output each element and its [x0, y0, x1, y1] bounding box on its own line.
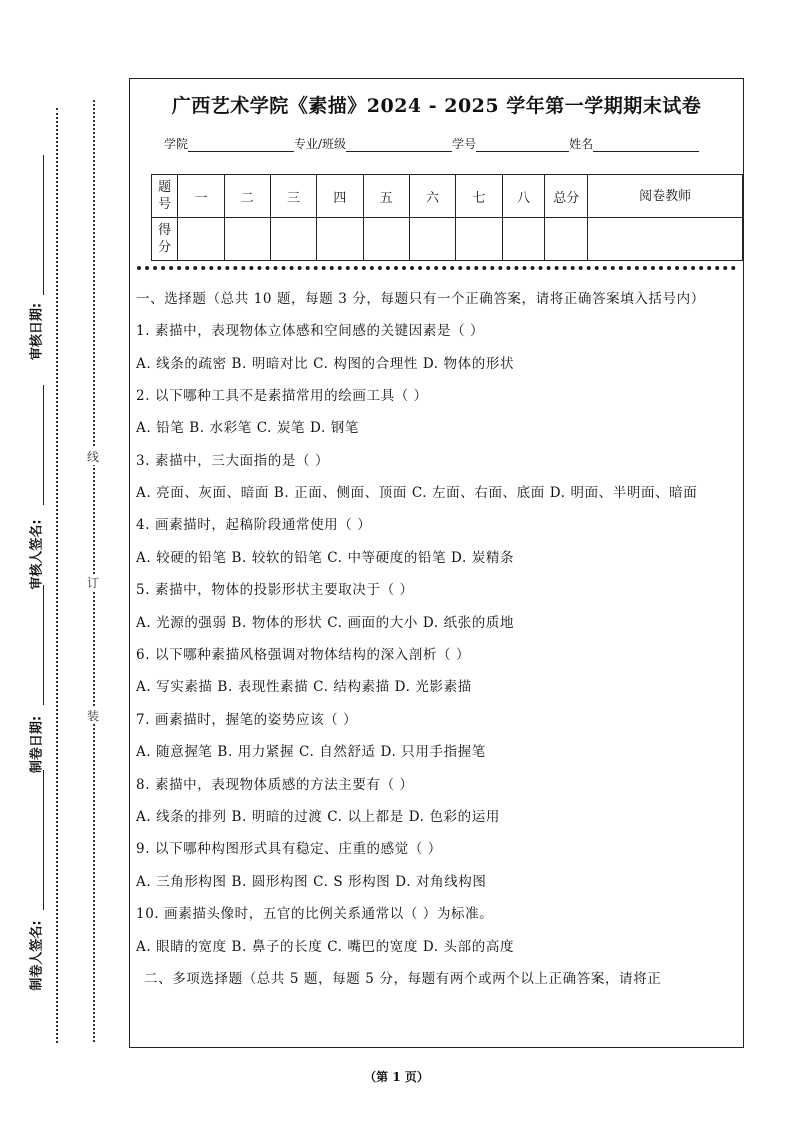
question-5: 5. 素描中，物体的投影形状主要取决于（ ） [136, 582, 414, 599]
header-cell: 三 [270, 175, 316, 218]
question-2-options: A. 铅笔 B. 水彩笔 C. 炭笔 D. 钢笔 [136, 420, 359, 437]
question-9-options: A. 三角形构图 B. 圆形构图 C. S 形构图 D. 对角线构图 [136, 873, 487, 890]
outer-dotted-line [56, 108, 58, 1043]
question-5-options: A. 光源的强弱 B. 物体的形状 C. 画面的大小 D. 纸张的质地 [136, 614, 515, 631]
question-7: 7. 画素描时，握笔的姿势应该（ ） [136, 711, 358, 728]
page-number: （第 1 页） [364, 1070, 429, 1084]
reviewer-signature-line [43, 385, 44, 505]
question-8-options: A. 线条的排列 B. 明暗的过渡 C. 以上都是 D. 色彩的运用 [136, 809, 500, 826]
exam-content [136, 289, 737, 1001]
header-cell-total: 总分 [545, 175, 588, 218]
info-major-class-label: 专业/班级 [294, 137, 347, 151]
header-cell: 八 [502, 175, 545, 218]
question-2: 2. 以下哪种工具不是素描常用的绘画工具（ ） [136, 387, 428, 404]
header-cell: 六 [409, 175, 455, 218]
bind-char-zhuang: 装 [87, 709, 100, 723]
exam-paper-frame [129, 78, 744, 1048]
score-label: 得分 [152, 218, 178, 261]
review-date-line [43, 155, 44, 295]
bind-char-xian: 线 [87, 450, 100, 464]
score-table-header-row [152, 175, 743, 218]
info-student-id-blank[interactable] [476, 137, 569, 152]
exam-title: 广西艺术学院《素描》2024 - 2025 学年第一学期期末试卷 [171, 95, 702, 117]
binding-dotted-line [93, 100, 95, 1042]
prepare-date-line [43, 585, 44, 705]
header-cell: 四 [317, 175, 363, 218]
question-3: 3. 素描中，三大面指的是（ ） [136, 452, 330, 469]
score-cell[interactable] [409, 218, 455, 261]
score-cell[interactable] [502, 218, 545, 261]
question-number-label: 题号 [152, 175, 178, 218]
question-1-options: A. 线条的疏密 B. 明暗对比 C. 构图的合理性 D. 物体的形状 [136, 355, 515, 372]
section1-heading: 一、选择题（总共 10 题，每题 3 分，每题只有一个正确答案，请将正确答案填入括号内） [136, 291, 705, 307]
bind-char-ding: 订 [87, 576, 100, 590]
info-name-blank[interactable] [593, 137, 699, 152]
score-cell[interactable] [224, 218, 270, 261]
question-6: 6. 以下哪种素描风格强调对物体结构的深入剖析（ ） [136, 646, 471, 663]
prepare-date-label: 制卷日期: [29, 715, 45, 774]
review-date-label: 审核日期: [29, 302, 45, 361]
question-4-options: A. 较硬的铅笔 B. 较软的铅笔 C. 中等硬度的铅笔 D. 炭精条 [136, 549, 515, 566]
score-cell[interactable] [178, 218, 224, 261]
score-cell-total[interactable] [545, 218, 588, 261]
question-6-options: A. 写实素描 B. 表现性素描 C. 结构素描 D. 光影素描 [136, 679, 472, 696]
score-table [151, 174, 743, 261]
question-7-options: A. 随意握笔 B. 用力紧握 C. 自然舒适 D. 只用手指握笔 [136, 744, 486, 761]
header-cell: 二 [224, 175, 270, 218]
score-cell[interactable] [317, 218, 363, 261]
preparer-signature-label: 制卷人签名: [29, 920, 45, 991]
question-10: 10. 画素描头像时，五官的比例关系通常以（ ）为标准。 [136, 906, 494, 923]
section2-heading: 二、多项选择题（总共 5 题，每题 5 分，每题有两个或两个以上正确答案，请将正 [144, 970, 662, 987]
question-4: 4. 画素描时，起稿阶段通常使用（ ） [136, 517, 372, 534]
info-name-label: 姓名 [569, 137, 594, 151]
info-college-label: 学院 [164, 137, 189, 151]
reviewer-signature-label: 审核人签名: [29, 519, 45, 590]
info-major-class-blank[interactable] [346, 137, 452, 152]
question-8: 8. 素描中，表现物体质感的方法主要有（ ） [136, 776, 414, 793]
header-cell: 一 [178, 175, 224, 218]
score-table-score-row [152, 218, 743, 261]
question-1: 1. 素描中，表现物体立体感和空间感的关键因素是（ ） [136, 323, 485, 339]
score-cell[interactable] [363, 218, 409, 261]
dotted-separator [137, 266, 736, 270]
question-9: 9. 以下哪种构图形式具有稳定、庄重的感觉（ ） [136, 841, 442, 858]
score-cell[interactable] [456, 218, 502, 261]
info-student-id-label: 学号 [452, 137, 477, 151]
question-3-options: A. 亮面、灰面、暗面 B. 正面、侧面、顶面 C. 左面、右面、底面 D. 明面、半明面、暗面 [136, 485, 698, 502]
header-cell: 五 [363, 175, 409, 218]
question-10-options: A. 眼睛的宽度 B. 鼻子的长度 C. 嘴巴的宽度 D. 头部的高度 [136, 938, 515, 955]
student-info-row [164, 135, 699, 152]
header-cell-grader: 阅卷教师 [588, 175, 743, 218]
score-cell[interactable] [270, 218, 316, 261]
info-college-blank[interactable] [188, 137, 294, 152]
preparer-signature-line [43, 770, 44, 910]
header-cell: 七 [456, 175, 502, 218]
score-cell-grader[interactable] [588, 218, 743, 261]
